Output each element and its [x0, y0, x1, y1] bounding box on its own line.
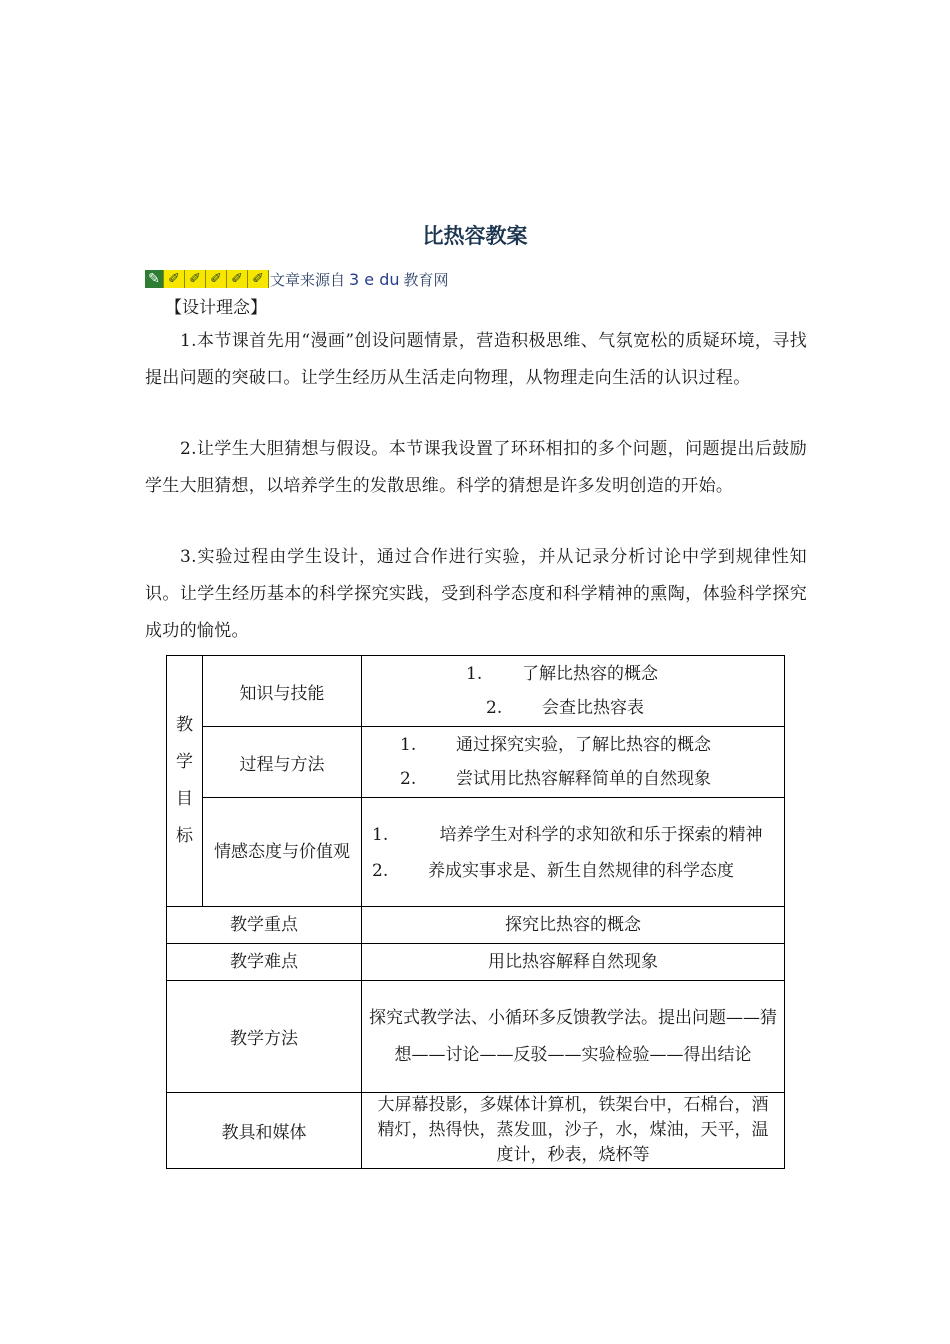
list-item: 1. 通过探究实验，了解比热容的概念	[400, 735, 711, 755]
list-item: 1. 了解比热容的概念	[466, 664, 658, 684]
pencil-icon: ✎	[145, 270, 164, 288]
row-label: 教具和媒体	[167, 1093, 362, 1169]
table-row	[167, 944, 785, 981]
lesson-plan-table	[166, 655, 785, 1169]
goal-header	[167, 707, 202, 855]
goal-category: 知识与技能	[203, 656, 362, 727]
list-item: 2. 尝试用比热容解释简单的自然现象	[400, 769, 711, 789]
list-item: 2. 养成实事求是、新生自然规律的科学态度	[372, 860, 734, 881]
pen-icon: ✐	[227, 270, 248, 288]
goal-items	[362, 727, 785, 798]
pen-icon: ✐	[185, 270, 206, 288]
row-label: 教学重点	[167, 907, 362, 944]
source-brand: 3 e du	[349, 269, 400, 289]
goal-header-char: 标	[176, 826, 193, 846]
table-row	[167, 798, 785, 907]
table-row	[167, 656, 785, 727]
pen-icon: ✐	[206, 270, 227, 288]
row-value: 探究比热容的概念	[362, 907, 785, 944]
pen-icon: ✐	[248, 270, 269, 288]
paragraph-3: 3.实验过程由学生设计，通过合作进行实验，并从记录分析讨论中学到规律性知识。让学生经历基本的科学探究实践，受到科学态度和科学精神的熏陶，体验科学探究成功的愉悦。	[145, 547, 807, 641]
pen-icon: ✐	[164, 270, 185, 288]
goal-header-cell	[167, 656, 203, 907]
goal-items	[362, 656, 785, 727]
table-row	[167, 1093, 785, 1169]
source-line	[145, 268, 449, 290]
goal-header-char: 教	[176, 715, 193, 735]
row-value: 用比热容解释自然现象	[362, 944, 785, 981]
document-title: 比热容教案	[422, 224, 528, 248]
goal-items	[362, 798, 785, 907]
section-heading: 【设计理念】	[165, 298, 267, 318]
goal-header-char: 目	[176, 789, 193, 809]
row-value: 探究式教学法、小循环多反馈教学法。提出问题——猜想——讨论——反驳——实验检验——得出结论	[362, 981, 785, 1093]
list-item: 1. 培养学生对科学的求知欲和乐于探索的精神	[372, 824, 763, 845]
table-row	[167, 727, 785, 798]
row-label: 教学方法	[167, 981, 362, 1093]
goal-category: 情感态度与价值观	[203, 798, 362, 907]
table-row	[167, 981, 785, 1093]
source-suffix: 教育网	[403, 270, 449, 289]
list-item: 2. 会查比热容表	[486, 698, 644, 718]
icon-strip	[145, 270, 269, 288]
table-row	[167, 907, 785, 944]
row-label: 教学难点	[167, 944, 362, 981]
source-prefix: 文章来源自	[270, 270, 346, 289]
goal-header-char: 学	[176, 752, 193, 772]
paragraph-1: 1.本节课首先用“漫画”创设问题情景，营造积极思维、气氛宽松的质疑环境，寻找提出问题的突破口。让学生经历从生活走向物理，从物理走向生活的认识过程。	[145, 331, 807, 388]
paragraph-2: 2.让学生大胆猜想与假设。本节课我设置了环环相扣的多个问题，问题提出后鼓励学生大胆猜想，以培养学生的发散思维。科学的猜想是许多发明创造的开始。	[145, 439, 807, 496]
goal-category: 过程与方法	[203, 727, 362, 798]
row-value: 大屏幕投影，多媒体计算机，铁架台中，石棉台，酒精灯，热得快，蒸发皿，沙子，水，煤油，天平，温度计，秒表，烧杯等	[362, 1093, 785, 1169]
